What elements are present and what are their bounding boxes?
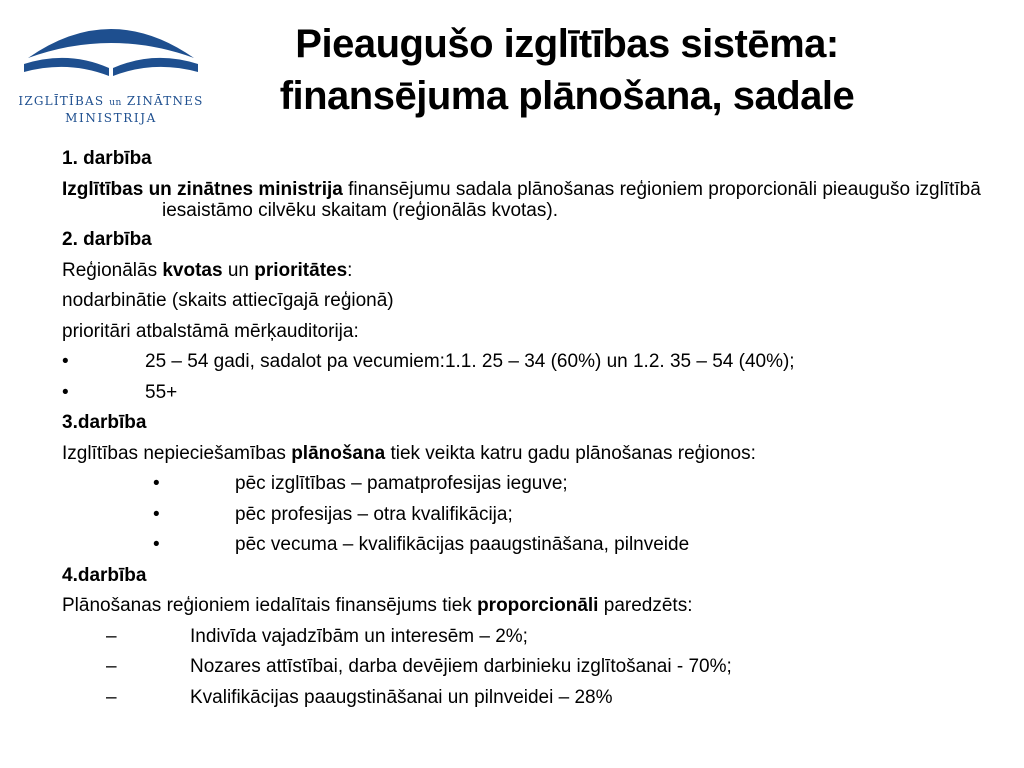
open-book-icon (18, 14, 204, 92)
logo-text-line1: IZGLĪTĪBAS un ZINĀTNES (18, 94, 204, 108)
title-line-1: Pieaugušo izglītības sistēma: (295, 22, 839, 66)
list-item: • pēc izglītības – pamatprofesijas ieguve; (153, 473, 568, 494)
section-1-heading: 1. darbība (62, 148, 152, 169)
section-2-target-line: prioritāri atbalstāmā mērķauditorija: (62, 320, 359, 342)
slide-title (222, 18, 912, 122)
section-4-funding-line: Plānošanas reģioniem iedalītais finansējums tiek proporcionāli paredzēts: (62, 595, 693, 616)
list-item: – Indivīda vajadzībām un interesēm – 2%; (106, 625, 528, 647)
section-2-quotas-line: Reģionālās kvotas un prioritātes: (62, 259, 353, 281)
list-item: – Nozares attīstībai, darba devējiem darbinieku izglītošanai - 70%; (106, 656, 732, 677)
list-item: • 55+ (62, 381, 178, 403)
section-3-planning-line: Izglītības nepieciešamības plānošana tiek veikta katru gadu plānošanas reģionos: (62, 442, 756, 464)
section-3-heading: 3.darbība (62, 412, 147, 433)
slide-body (62, 148, 1002, 709)
section-1-paragraph: Izglītības un zinātnes ministrija finansējumu sadala plānošanas reģioniem proporcionāli pieaugušo izglītībā iesaistāmo cilvēku skaitam (reģionālās kvotas). (62, 178, 981, 221)
section-2-employed-line: nodarbinātie (skaits attiecīgajā reģionā) (62, 290, 394, 311)
logo-text-line2: MINISTRIJA (65, 111, 157, 125)
title-line-2: finansējuma plānošana, sadale (279, 74, 855, 118)
list-item: • pēc vecuma – kvalifikācijas paaugstināšana, pilnveide (153, 534, 690, 555)
list-item: • 25 – 54 gadi, sadalot pa vecumiem:1.1. 25 – 34 (60%) un 1.2. 35 – 54 (40%); (62, 351, 795, 372)
section-2-heading: 2. darbība (62, 229, 152, 250)
ministry-logo (18, 14, 204, 130)
list-item: – Kvalifikācijas paaugstināšanai un pilnveidei – 28% (106, 686, 613, 708)
section-4-heading: 4.darbība (62, 564, 147, 586)
list-item: • pēc profesijas – otra kvalifikācija; (153, 503, 513, 525)
